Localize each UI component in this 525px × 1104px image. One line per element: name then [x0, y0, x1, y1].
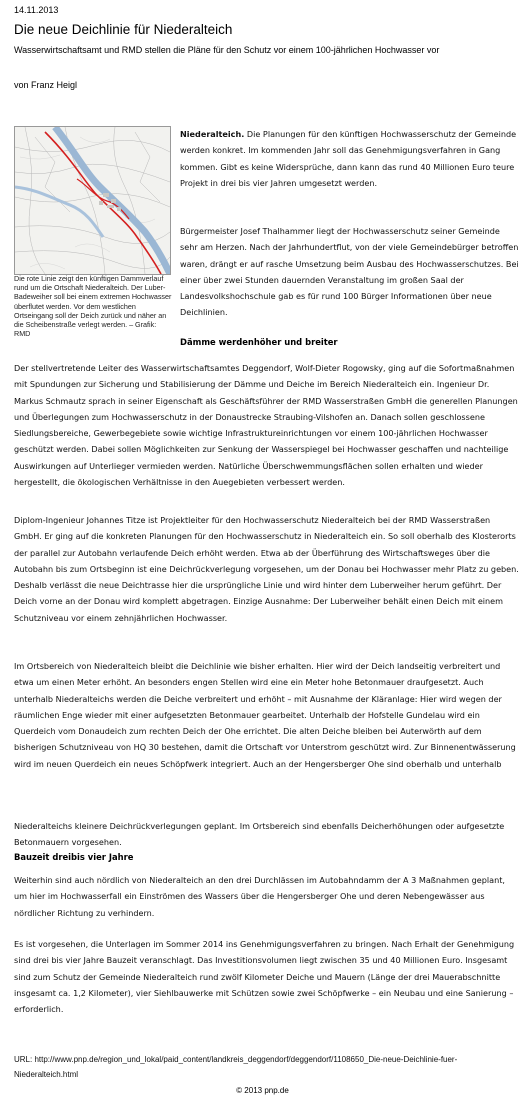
- article-date: 14.11.2013: [14, 5, 59, 15]
- paragraph: Es ist vorgesehen, die Unterlagen im Sommer 2014 ins Genehmigungsverfahren zu bringen. Nach Erhalt der Genehmigung sind drei bis vier Jahre Bauzeit veranschlagt. Das Investitionsvolumen liegt zwischen 35 und 40 Millionen Euro. Insgesamt sind zum Schutz der Gemeinde Niederalteich rund zwölf Kilometer Deiche und Mauern (Länge der drei Mauerabschnitte insgesamt ca. 1,2 Kilometer), vier Siehlbauwerke mit Schützen sowie zwei Schöpfwerke – ein Neubau und eine Sanierung – erforderlich.: [14, 939, 515, 1015]
- paragraph: Bürgermeister Josef Thalhammer liegt der Hochwasserschutz seiner Gemeinde sehr am Herzen. Nach der Jahrhundertflut, von der viele Gemeindebürger betroffen waren, drängt er auf rasche Umsetzung beim Ausbau des Hochwasserschutzes. Bei einer über zwei Stunden dauernden Veranstaltung im großen Saal der Landesvolkshochschule gab es für rund 100 Bürger Informationen über neue Deichlinien.: [180, 226, 519, 318]
- paragraph: Niederalteichs kleinere Deichrückverlegungen geplant. Im Ortsbereich sind ebenfalls Deicherhöhungen oder aufgesetzte Betonmauern vorgesehen.: [14, 821, 505, 848]
- copyright-notice: © 2013 pnp.de: [236, 1086, 289, 1095]
- paragraph-intro: [180, 126, 520, 191]
- paragraph: Diplom-Ingenieur Johannes Titze ist Projektleiter für den Hochwasserschutz Niederalteich bei der RMD Wasserstraßen GmbH. Er ging auf die konkreten Planungen für den Hochwasserschutz in Niederalteich ein. So soll oberhalb des Klosterorts der parallel zur Autobahn verlaufende Deich erhöht werden. Etwa ab der Überführung des Wirtschaftsweges über die Autobahn bis zum Ortsbeginn ist eine Deichrückverlegung vorgesehen, um der Donau bei Hochwasser mehr Platz zu geben. Deshalb verlässt die neue Deichtrasse hier die ursprüngliche Linie und wird hinter dem Luberweiher herum geführt. Der Deich vorne an der Donau wird komplett abgetragen. Einzige Ausnahme: Der Luberweiher behält einen Deich mit einem Schutzniveau vor einem zehnjährlichen Hochwasser.: [14, 515, 519, 623]
- article-title: Die neue Deichlinie für Niederalteich: [14, 22, 233, 37]
- section-heading: Bauzeit dreibis vier Jahre: [14, 852, 134, 862]
- paragraph: Im Ortsbereich von Niederalteich bleibt die Deichlinie wie bisher erhalten. Hier wird der Deich landseitig verbreitert und etwa um einen Meter erhöht. An besonders engen Stellen wird eine ein Meter hohe Betonmauer draufgesetzt. Auch unterhalb Niederalteichs werden die Deiche verbreitert und erhöht – mit Ausnahme der Kläranlage: Hier wird wegen der räumlichen Enge wieder mit einer aufgesetzten Betonmauer gearbeitet. Unterhalb der Hofstelle Gundelau wird ein Querdeich vom Donaudeich zum rechten Deich der Ohe errichtet. Die alten Deiche bleiben bei Auterwörth auf dem bisherigen Schutzniveau von HQ 30 bestehen, damit die Ortschaft vor Unterstrom geschützt wird. Zur Binnenentwässerung wird im neuen Querdeich ein neues Schöpfwerk integriert. Auch an der Hengersberger Ohe sind oberhalb und unterhalb: [14, 661, 516, 769]
- source-url: URL: http://www.pnp.de/region_und_lokal/paid_content/landkreis_deggendorf/deggendorf/1108650_Die-neue-Deichlinie-fuer-Niederalteich.html: [14, 1055, 458, 1079]
- map-graphic: [15, 127, 170, 274]
- paragraph: Weiterhin sind auch nördlich von Niederalteich an den drei Durchlässen im Autobahndamm der A 3 Maßnahmen geplant, um hier im Hochwasserfall ein Einströmen des Wassers über die Hengersberger Ohe und deren Nebengewässer aus nördlicher Richtung zu verhindern.: [14, 875, 506, 918]
- article-map-image: [14, 126, 171, 275]
- article-author: von Franz Heigl: [14, 80, 78, 90]
- paragraph-intro-text: Die Planungen für den künftigen Hochwasserschutz der Gemeinde werden konkret. Im kommenden Jahr soll das Genehmigungsverfahren in Gang kommen. Gibt es keine Widersprüche, dann kann das rund 40 Millionen Euro teure Projekt in drei bis vier Jahren umgesetzt werden.: [180, 129, 517, 188]
- paragraph: Der stellvertretende Leiter des Wasserwirtschaftsamtes Deggendorf, Wolf-Dieter Rogowsky, ging auf die Sofortmaßnahmen mit Spundungen zur Sicherung und Stabilisierung der Dämme und Deiche im Bereich Niederalteich ein. Ingenieur Dr. Markus Schmautz sprach in seiner Eigenschaft als Geschäftsführer der RMD Wasserstraßen GmbH die generellen Planungen und Überlegungen zum Hochwasserschutz in der Donaustrecke Straubing-Vilshofen an. Danach sollen geschlossene Siedlungsbereiche, Gewerbegebiete sowie wichtige Infrastruktureinrichtungen vor einem 100-jährlichen Hochwasser geschützt werden. Dabei sollen Möglichkeiten zur Senkung der Wasserspiegel bei Hochwasser geschaffen und nachteilige Auswirkungen auf Unterlieger vermieden werden. Natürliche Überschwemmungsflächen sollen erhalten und wieder hergestellt, die ökologischen Verhältnisse in den Auegebieten verbessert werden.: [14, 363, 518, 488]
- paragraph-lead: Niederalteich.: [180, 129, 245, 139]
- article-subtitle: Wasserwirtschaftsamt und RMD stellen die Pläne für den Schutz vor einem 100-jährlichen Hochwasser vor: [14, 45, 440, 55]
- image-caption: Die rote Linie zeigt den künftigen Dammverlauf rund um die Ortschaft Niederalteich. Der Luber-Badeweiher soll bei einem extremen Hochwasser überflutet werden. Vor dem westlichen Ortseingang soll der Deich zurück und näher an die Scheibenstraße verlegt werden. – Grafik: RMD: [14, 274, 172, 339]
- section-heading: Dämme werdenhöher und breiter: [180, 337, 338, 347]
